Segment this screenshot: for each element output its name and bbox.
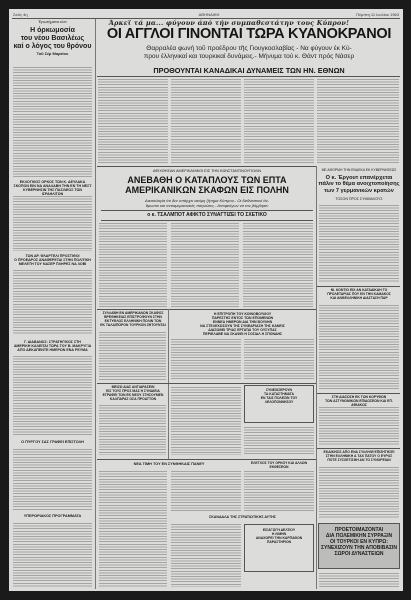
left-head-5: ΥΠΕΡΩΡΙΑΚΟΣ ΠΡΟΓΡΑΜΜΑΤΑ — [23, 514, 82, 518]
center-rule — [101, 220, 313, 221]
left-byline: Τοῦ Σέρ Μαρτίου — [36, 50, 69, 56]
boxed-announcement — [318, 523, 400, 569]
main-headline: ΟΙ ΑΓΓΛΟΙ ΓΙΝΟΝΤΑΙ ΤΩΡΑ ΚΥΑΝΟΚΡΑΝΟΙ — [106, 26, 392, 42]
center-head-5: ΝΕΑ ΤΙΜΗ ΤΟΥ ΕΝ ΣΥΝΘΗΚΑΙΣ ΠΑΝΕΥ — [133, 462, 205, 466]
column-divider — [316, 166, 317, 589]
head-line: ΜΕΙΖΩ ΔΙΑΣ ΑΝΤΙΔΡΑΣΕΙΝ — [111, 385, 155, 389]
body-text — [99, 332, 166, 380]
body-text — [317, 79, 399, 164]
head-line: ΕΓΡΑΦΕΙ ΤΩΝ ΕΚ ΝΕΟΥ ΣΤΗΣΟΥΜΕΝ — [102, 392, 164, 397]
body-text — [98, 79, 168, 164]
head-line: ΕΙΣΑΓΩΓΗ ΔΕΛΤΙΟΥ — [262, 528, 296, 532]
body-text — [244, 339, 314, 379]
body-text — [319, 573, 399, 587]
announcement-head — [319, 527, 399, 557]
newspaper-page — [9, 9, 403, 591]
body-text — [99, 471, 167, 587]
right-kicker: ΜΕ ΑΦΟΡΜΗ ΤΗΝ ΕΝΔΕΚΑ ΕΚ ΚΥΒΕΡΝΗΣΕΩΣ — [321, 168, 397, 172]
head-line: ΠΟΤΕ ΣΥΣΧΕΤΙΣΘΗ ΑΝ ΤΟ ΣΥΝΟΡΕΙΑΝ — [327, 457, 391, 462]
body-text — [244, 79, 314, 164]
body-text — [171, 339, 241, 379]
center-rule-head: ο κ. ΤΣΑΛΜΠΟΤ ΑΦΙΚΤΟ ΣΥΝΑΓΤΙΖΕΙ ΤΟ ΣΧΕΤΙΚΟ — [147, 212, 267, 218]
column-divider — [95, 19, 96, 589]
deck-line: θρωποι και αντιαμερικανικές πατριώτες.- Αποφεύγων να τον βόμβησιν — [145, 203, 269, 208]
body-text — [244, 471, 314, 511]
center-head-7: ΣΚΑΝΔΑΛΑ ΤΗΣ ΣΤΡΑΤΙΩΤΙΚΗΣ ΑΥΤΗΣ — [209, 515, 276, 519]
headline-line: των 7 γερμανικών κρατών — [324, 187, 394, 194]
head-line: ΑΠΟ ΔΕΚΑΠΕΝΤΕ ΗΜΕΡΩΝ ΕΝΑ ΡΕΥΜΑ — [17, 348, 88, 353]
section-rule — [97, 383, 169, 384]
head-line: ΝΑ ΣΤΕΛΕΧΩΣΟΥΝ ΤΗΣ ΣΥΝΕΔΡΙΑΣΗ ΤΗΣ ΚΑΝΕΙΣ — [200, 324, 285, 329]
head-line: ΠΡΟΕΤΟΙΜΑΖΟΝΤΑΙ — [334, 527, 384, 533]
center-head-6: ΕΛΕΓΧΟΣ ΤΟΥ ΟΡΚΟΥ ΚΑΙ ΑΛΛΩΝ ΕΚΘΕΣΕΩΝ — [250, 461, 308, 469]
paper-name: ΑΘΗΝΑΙΚΗ — [198, 12, 220, 17]
head-line: ΜΕΛΕΤΗ ΤΟΥ ΝΑΣΕΡ ΠΛΗΡΕΣ ΝΑ ΛΟΒΙ — [18, 262, 87, 267]
body-text — [171, 471, 241, 511]
body-text — [13, 196, 92, 251]
head-line: ΕΙΣ ΤΟΥΣ ΠΡΟΣ ΜΑΣ Η ΣΥΝΑΙΕΙΑ — [106, 388, 160, 393]
head-line: ΒΡΕΘΗΚΕΙΑΣ ΕΠΙΣΤΡΟΦΟΥΝ ΣΤΗΝ — [104, 314, 162, 319]
body-text — [171, 387, 241, 455]
head-line: ΚΑΛΠΑΡΑΣ ΟΣΑ ΠΡΟΑΤΤΟΝ — [109, 396, 157, 401]
head-line: ΤΩΝ ΑΣΤΥΝΟΜΙΚΩΝ ΕΠΙΔΟΣΕΩΝ ΚΑΙ ΕΠ. ΑΦΙΑΚΩΣ — [325, 398, 393, 407]
head-line: ΕΚΛΟΓΙΚΟΣ ΟΡΚΟΣ ΤΩΝ Κ. ΔΕΥΛΑΚΑ — [19, 180, 86, 184]
subhead-rule — [97, 76, 400, 77]
left-head-3 — [12, 340, 93, 352]
head-line: ΔΙΑ ΠΟΛΕΜΙΚΗΝ ΣΥΡΡΑΞΙΝ — [325, 533, 393, 539]
head-line: ΠΕΡΙΕΛΑΒΕ ΝΑ ΣΚΑΨΕΙ Η ΣΟΣΙΑΛ Η ΣΠΟΝΔΗΣ — [202, 332, 283, 337]
head-line: ΣΥΝΕΧΙΣΕΡΟΥΝ — [265, 388, 293, 392]
body-text — [319, 467, 399, 519]
deck-line: πρου έλληνικαί και τουρκικαί δυνάμεις.- Μήνυμα τού κ. Θάντ πρός Νάσερ — [143, 53, 355, 61]
body-text — [244, 427, 314, 455]
head-line: ΕΚ ΤΑΛΑΙΠΩΡΟΝ ΤΟΥΡΚΟΝ ΖΗΤΟΥΝΤΑΙ — [100, 322, 166, 327]
brief-head — [245, 389, 313, 405]
head-line: ΕΝ ΤΑΙΣ ΠΟΛΕΣΙΝ ΤΟΥ — [260, 395, 298, 400]
head-line: ΠΑΡΕΣΤΗΣ ΕΝΤΟΣ ΤΩΝ ΕΠΟΜΕΝΩΝ — [211, 316, 274, 321]
section-rule — [97, 459, 317, 460]
center-deck — [99, 198, 315, 208]
right-head-1 — [318, 289, 400, 301]
head-line: ΣΤΗ ΔΙΑΣΩΣΗ ΕΚ ΤΩΝ ΚΟΡΥΦΩΝ — [331, 395, 387, 399]
notice-head — [245, 529, 313, 545]
body-text — [13, 449, 92, 511]
body-text — [13, 67, 92, 177]
body-text — [319, 305, 399, 390]
column-divider — [168, 309, 169, 459]
boxed-notice — [244, 524, 314, 572]
right-headline — [318, 175, 400, 194]
head-line: ΤΩΝ ΔΡ. ΦΛΑΡΤΕΛΙ ΠΡΟΣΤΙΘΟΙ — [25, 254, 80, 258]
head-line: ΣΥΛΛΑΒΗ ΕΝ ΑΜΕΡΙΚΑΝΩΝ ΣΚΑΦΟΣ — [102, 311, 164, 315]
left-label: Έρωτήματα κλπ — [38, 19, 67, 24]
head-line: ΣΩΡΟΙ ΔΥΝΑΣΤΕΙΩΝ — [334, 551, 384, 557]
head-line: ΕΝΝΕΑ ΗΜΕΡΩΝ ΔΙΑ ΤΗΝ ΒΟΥΛΗΝ — [212, 320, 273, 325]
center-kicker: ΑΦΙΧΘΗΣΑΝ ΑΜΕΡΙΚΑΝΙΚΟΙ ΕΙΣ ΤΗΝ ΚΩΝΣΤΑΝΤΙΝΟΥΠΟΛΙΝ — [152, 169, 262, 173]
head-line: ΚΥΒΕΡΝΗΣΙΝ ΤΗΣ ΠΑΣΙΛΕΟΣ ΤΩΝ ΙΣΡΑΗΛΙΤΩΝ — [23, 188, 82, 197]
head-line: ΝΙ. ΚΟΝΤΙΟ ΕΙΧ ΑΝ ΚΑΤΑΔΙΚΑΗ ΤΟ — [330, 288, 388, 292]
left-head-1 — [12, 180, 93, 197]
head-line: Η ΛΙΜΗΝ — [271, 531, 287, 536]
center-headline — [99, 175, 315, 196]
section-rule — [317, 448, 400, 449]
right-head-3 — [318, 451, 400, 463]
left-head-4: Ο ΠΥΡΓΟΥ ΣΑΣ ΓΡΑΦΕΙ ΕΠΙΣΤΟΛΗ — [21, 440, 84, 444]
body-text — [171, 79, 241, 164]
body-text — [13, 356, 92, 436]
head-line: ΔΙΑΣΩΘΕΙ ΤΡΙΑΣ ΕΡΓΑΤΑΙ ΤΟΥ ΟΥΣΥΠΑΣ — [208, 328, 277, 333]
boxed-brief — [244, 385, 314, 423]
right-byline: ΤΟΣΟΝ ΠΡΟΣ ΣΥΜΜΑΧΟΥΣ — [335, 197, 383, 201]
head-line: Γ. ΔΙΑΒΑΝΟΣ: ΣΤΡΑΤΗΓΙΚΟΣ ΣΤΗ — [24, 340, 81, 344]
head-line: ΛΕΛΟΠΟΝΝΗΣΟΥ — [264, 399, 294, 404]
center-rule — [101, 210, 313, 211]
top-kicker: Άρκεϊ τά μα... φύγουν άπό τήν συμπαθεστάτην τους Κύπρον! — [108, 19, 350, 27]
headline-line: Ο κ. Έργουτ επανέρχεται — [325, 175, 393, 181]
section-rule — [169, 383, 317, 384]
head-line: ΚΑΙ ΑΝΘΕΛΛΗΝΙΚΗ ΔΙΑΣΤΑΣΗ ΠΑΡ — [330, 295, 388, 300]
headline-line: ΑΜΕΡΙΚΑΝΙΚΩΝ ΣΚΑΦΩΝ ΕΙΣ ΠΟΛΗΝ — [125, 185, 289, 196]
headline-line: πάλιν το θέμα ανοιχτοποίησης — [318, 181, 400, 188]
right-head-2 — [318, 396, 400, 408]
head-line: ΕΚΔΙΚΗΣΙΣ ΑΠΟ ΕΝΑ ΣΥΛΛΗΨΙ ΕΠΙΖΗΤΗΣΕΙ — [323, 450, 395, 454]
subheadline: ΠΡΟΘΟΥΝΤΑΙ ΚΑΝΑΔΙΚΑΙ ΔΥΝΑΜΕΙΣ ΤΩΝ ΗΝ. ΕΘΝΩΝ — [153, 66, 345, 75]
head-line: ΕΚΤΥΦΛΟΣ ΕΛΛΗΝΙΚΗ ΠΟΛΙΝ ΤΩΝ — [104, 318, 162, 323]
headline-line: του νέου Βασιλέως — [20, 34, 85, 42]
headline-line: Η όρκωμοσία — [30, 26, 75, 34]
head-line: ΤΑ ΚΑΤΑΣΤΗΜΑΤΑ — [264, 391, 294, 396]
body-text — [171, 524, 241, 587]
deck-line: Δικαιολογία ότι δεν υπάρχει ακόμη ζήτημα Κύπρου.- Οι διεθνιστικοί άν- — [145, 198, 269, 203]
center-head-1 — [99, 312, 167, 328]
left-column — [12, 20, 93, 56]
head-line: Η ΕΠΙΤΡΟΠΗ ΤΟΥ ΚΟΙΝΟΒΟΥΛΙΟΥ — [213, 312, 272, 316]
section-rule — [317, 286, 400, 287]
headline-line: ΑΝΕΒΑΘΗ Ο ΚΑΤΑΠΛΟΥΣ ΤΩΝ ΕΠΤΑ — [127, 175, 287, 185]
left-head-2 — [12, 254, 93, 266]
section-rule — [97, 166, 317, 167]
head-line: ΣΤΗΝ ΕΛΛΗΝΙΚΗ Α ΤΑΧ ΠΑΤΟΥ Ο ΕΥΡΟΣ — [325, 453, 393, 458]
center-head-3 — [99, 386, 167, 402]
head-line: ΣΥΝΕΧΙΖΟΥΝ ΤΗΝ ΑΠΟΒΙΒΑΣΙΝ — [321, 545, 397, 551]
body-text — [99, 405, 166, 455]
body-text — [171, 223, 239, 307]
head-line: ΟΙ ΤΟΥΡΚΟΙ ΕΝ ΚΥΠΡΩ: — [329, 539, 388, 545]
body-text — [319, 407, 399, 445]
head-line: ΠΑΡΑΣΤΗΡΙΟΝ — [266, 539, 292, 544]
head-line: ΑΜΕΡΙΚΗ ΚΑΛΕΙΤΑΙ ΤΩΡΑ ΤΟΥ Β. ΜΑΚΡΥΓΙΑ — [13, 344, 92, 349]
deck-line: Θαρραλέα φωνή τοῦ προέδρου τῆς Γιουγκοσλαβίας - Να φύγουν έκ Κύ- — [146, 45, 352, 52]
head-line: ΑΝΑΧΩΡΕΙ ΤΗΝ ΚΑΡΠΑΘΟΝ — [255, 535, 303, 540]
main-deck — [97, 45, 401, 61]
body-text — [243, 223, 313, 307]
headline-line: καί ο λόγος του θρόνου — [13, 42, 92, 50]
issue-date: Πέμπτη 11 Ιουλίου 1963 — [356, 12, 399, 17]
center-head-2 — [170, 312, 315, 336]
body-text — [99, 223, 167, 307]
body-text — [13, 523, 92, 587]
head-line: Ο ΠΡΟΕΔΡΟΣ ΑΝΑΦΕΡΕΤΑΙ ΣΤΗΝ ΠΟΛΙΤΙΚΗ — [14, 258, 91, 263]
page-number: Σελίς 4η — [13, 12, 28, 17]
section-rule — [317, 393, 400, 394]
body-text — [319, 205, 399, 283]
head-line: ΣΚΟΠΟΝ ΕΙΝ ΝΑ ΑΝΑΛΑΒΗ ΤΗΝ ΕΝ ΤΗ ΝΕΣΤ — [13, 184, 92, 189]
head-line: ΠΡΟΛΕΤΑΡΙΑΣ ΠΟΥ ΕΝ ΤΗΝ ΚΑΜΑΚΟΣ — [327, 291, 391, 296]
left-headline — [12, 27, 93, 51]
body-text — [13, 270, 92, 335]
section-rule — [97, 309, 317, 310]
